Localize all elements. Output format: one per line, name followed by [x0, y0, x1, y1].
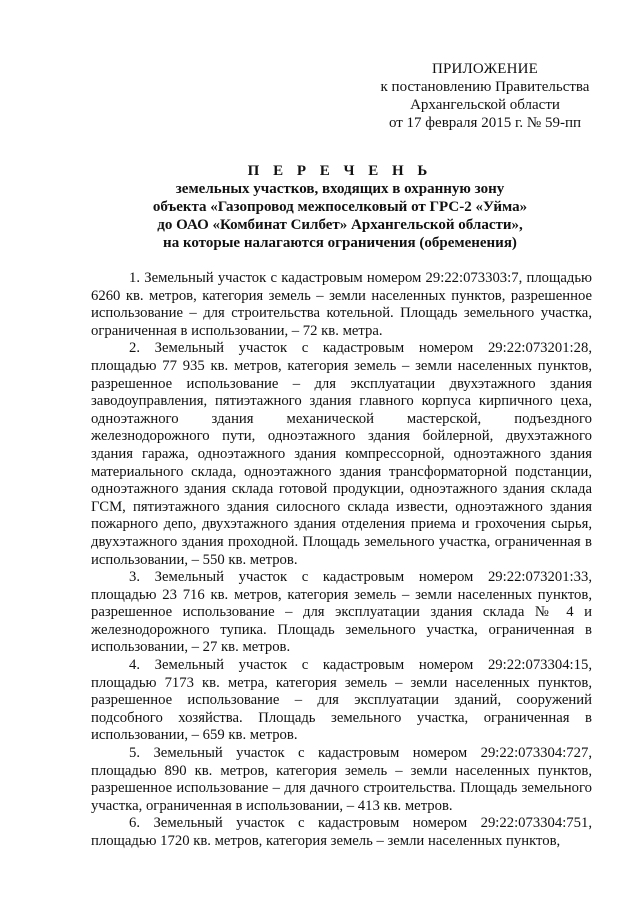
list-item-5: 5. Земельный участок с кадастровым номером 29:22:073304:727, площадью 890 кв. метров, категория земель – земли населенных пунктов, разрешенное использование – для дачного строительства. Площадь земельного участка, ограниченная в использовании, – 413 кв. метров.	[91, 745, 592, 814]
list-item-2: 2. Земельный участок с кадастровым номером 29:22:073201:28, площадью 77 935 кв. метров, категория земель – земли населенных пунктов, разрешенное использование – для эксплуатации двухэтажного здания заводоуправления, пятиэтажного здания главного корпуса кирпичного цеха, одноэтажного здания механической мастерской, подъездного железнодорожного пути, одноэтажного здания бойлерной, двухэтажного здания гаража, одноэтажного здания компрессорной, одноэтажного здания материального склада, одноэтажного здания трансформаторной подстанции, одноэтажного здания склада готовой продукции, одноэтажного здания склада ГСМ, пятиэтажного здания силосного склада извести, одноэтажного здания пожарного депо, двухэтажного здания отделения приема и грохочения сырья, двухэтажного здания проходной. Площадь земельного участка, ограниченная в использовании, – 550 кв. метров.	[91, 340, 592, 568]
appendix-line-2: Архангельской области	[410, 97, 560, 113]
document-title: П Е Р Е Ч Е Н Ь	[247, 163, 433, 179]
list-item-6: 6. Земельный участок с кадастровым номером 29:22:073304:751, площадью 1720 кв. метров, категория земель – земли населенных пунктов,	[91, 815, 592, 849]
heading-line-4: на которые налагаются ограничения (обременения)	[163, 235, 517, 251]
list-item-1: 1. Земельный участок с кадастровым номером 29:22:073303:7, площадью 6260 кв. метров, категория земель – земли населенных пунктов, разрешенное использование – для строительства котельной. Площадь земельного участка, ограниченная в использовании, – 72 кв. метра.	[91, 270, 592, 339]
appendix-line-1: к постановлению Правительства	[380, 79, 590, 95]
appendix-title: ПРИЛОЖЕНИЕ	[431, 61, 539, 77]
appendix-line-3: от 17 февраля 2015 г. № 59-пп	[388, 115, 582, 131]
heading-line-1: земельных участков, входящих в охранную зону	[175, 181, 505, 197]
list-item-3: 3. Земельный участок с кадастровым номером 29:22:073201:33, площадью 23 716 кв. метров, категория земель – земли населенных пунктов, разрешенное использование – для эксплуатации здания склада № 4 и железнодорожного тупика. Площадь земельного участка, ограниченная в использовании, – 27 кв. метров.	[91, 569, 592, 656]
document-heading	[90, 162, 590, 252]
list-item-4: 4. Земельный участок с кадастровым номером 29:22:073304:15, площадью 7173 кв. метра, категория земель – земли населенных пунктов, разрешенное использование – для эксплуатации зданий, сооружений подсобного хозяйства. Площадь земельного участка, ограниченная в использовании, – 659 кв. метров.	[91, 657, 592, 744]
appendix-block	[355, 60, 615, 132]
heading-line-3: до ОАО «Комбинат Силбет» Архангельской области»,	[157, 217, 523, 233]
land-plot-list	[91, 270, 592, 851]
heading-line-2: объекта «Газопровод межпоселковый от ГРС-2 «Уйма»	[152, 199, 528, 215]
